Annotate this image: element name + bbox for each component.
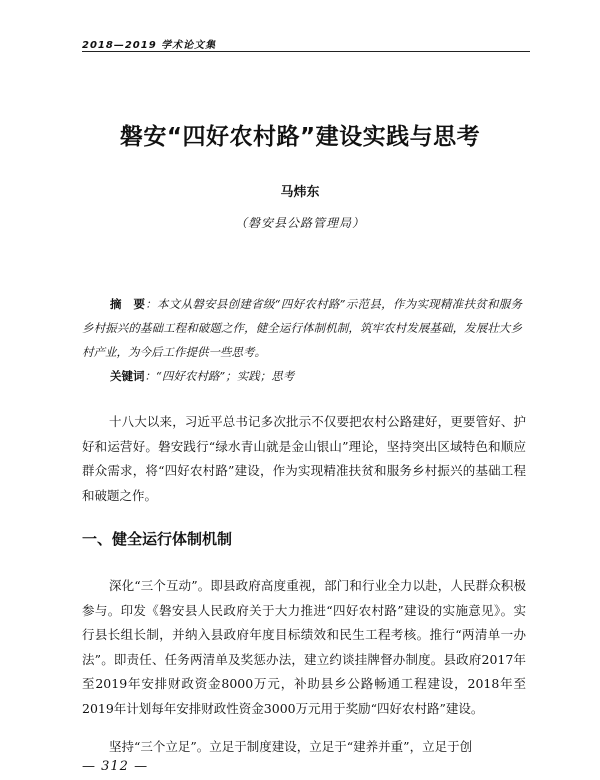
header-rule [82,51,530,52]
abstract-text: ：本文从磐安县创建省级“四好农村路”示范县，作为实现精准扶贫和服务乡村振兴的基础工程和破题之作，健全运行体制机制，筑牢农村发展基础，发展壮大乡村产业，为今后工作提供一些思考。 [82,297,522,359]
keywords-text: ：“四好农村路”；实践；思考 [144,369,295,383]
keywords-label: 关键词 [110,369,145,383]
author-affiliation: （磐安县公路管理局） [234,216,365,230]
keywords [110,365,530,387]
body-paragraph: 坚持“三个立足”。立足于制度建设，立足于“建养并重”，立足于创 [109,739,473,754]
abstract-label: 摘 要 [110,297,146,311]
section-heading: 一、健全运行体制机制 [82,530,233,548]
article-title: 磐安“四好农村路”建设实践与思考 [119,124,481,150]
running-head: 2018—2019 学术论文集 [82,40,217,51]
author-name: 马炜东 [280,185,320,200]
intro-paragraph: 十八大以来，习近平总书记多次批示不仅要把农村公路建好，更要管好、护好和运营好。磐安践行“绿水青山就是金山银山”理论，坚持突出区域特色和顺应群众需求，将“四好农村路”建设，作为实现精准扶贫和服务乡村振兴的基础工程和破题之作。 [82,414,526,503]
body-paragraph: 深化“三个互动”。即县政府高度重视，部门和行业全力以赴，人民群众积极参与。印发《磐安县人民政府关于大力推进“四好农村路”建设的实施意见》。实行县长组长制，并纳入县政府年度目标绩效和民生工程考核。推行“两清单一办法”。即责任、任务两清单及奖惩办法，建立约谈挂牌督办制度。县政府2017年至2019年安排财政资金8000万元，补助县乡公路畅通工程建设，2018年至2019年计划每年安排财政性资金3000万元用于奖励“四好农村路”建设。 [82,578,526,716]
abstract [82,292,522,364]
page-number: — 312 — [82,759,149,774]
